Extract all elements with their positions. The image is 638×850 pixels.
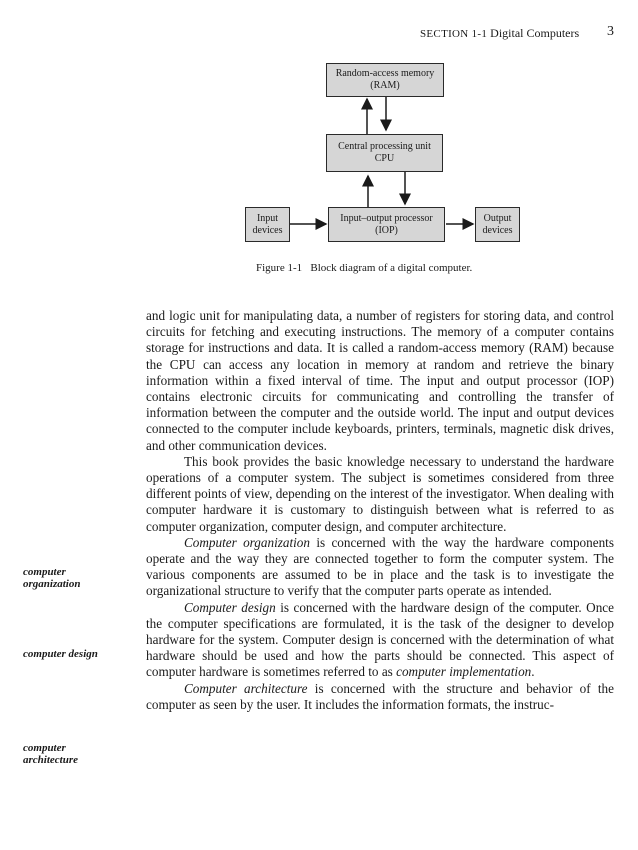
iop-label: Input–output processor bbox=[340, 212, 433, 224]
section-title: Digital Computers bbox=[490, 26, 580, 40]
ram-block bbox=[326, 63, 444, 97]
paragraph-4-text: is concerned with the hardware design of the computer. Once the computer specifications are formulated, it is the task of the designer to develop hardware for the system. Computer design is concerned with the determination of what hardware should be used and how the parts should be connected. This aspect of computer hardware is sometimes referred to as bbox=[146, 599, 614, 680]
paragraph-3-text: is concerned with the way the hardware components operate and the way they are connected together to form the computer system. The various components are assumed to be in place and the task is to investigate the organizational structure to verify that the computer parts operate as intended. bbox=[146, 534, 614, 599]
margin-org-line2: organization bbox=[23, 578, 81, 590]
section-number: SECTION 1-1 bbox=[420, 28, 488, 40]
paragraph-1: and logic unit for manipulating data, a number of registers for storing data, and control circuits for fetching and executing instructions. The memory of a computer contains storage for instructions and data. It is called a random-access memory (RAM) because the CPU can access any location in memory at random and retrieve the binary information within a fixed interval of time. The input and output processor (IOP) contains electronic circuits for communicating and controlling the transfer of information between the computer and the outside world. The input and output devices connected to the computer include keyboards, printers, terminals, magnetic disk drives, and other communication devices. bbox=[146, 308, 614, 453]
margin-note-design bbox=[23, 648, 133, 660]
output-devices-block bbox=[475, 207, 520, 242]
paragraph-4-end: . bbox=[531, 664, 535, 680]
margin-note-architecture bbox=[23, 742, 133, 766]
paragraph-5-text: is concerned with the structure and behavior of the computer as seen by the user. It includes the information formats, the instruc- bbox=[146, 680, 614, 712]
paragraph-2: This book provides the basic knowledge necessary to understand the hardware operations of a computer system. The subject is sometimes considered from three different points of view, depending on the interest of the investigator. When dealing with computer hardware it is customary to distinguish between what is referred to as computer organization, computer design, and computer architecture. bbox=[146, 453, 614, 534]
term-computer-architecture: Computer architecture bbox=[184, 680, 308, 696]
cpu-block bbox=[326, 134, 443, 172]
term-computer-implementation: computer implementation bbox=[396, 664, 532, 680]
input-devices-block bbox=[245, 207, 290, 242]
cpu-abbrev: CPU bbox=[374, 153, 395, 164]
page-number: 3 bbox=[607, 24, 614, 39]
input-sub: devices bbox=[252, 224, 283, 236]
output-label: Output bbox=[483, 212, 512, 224]
caption-text: Block diagram of a digital computer. bbox=[310, 262, 473, 274]
figure-caption bbox=[256, 262, 536, 274]
caption-label: Figure 1-1 bbox=[256, 262, 303, 274]
output-sub: devices bbox=[482, 224, 513, 236]
term-computer-organization: Computer organization bbox=[184, 534, 310, 550]
term-computer-design: Computer design bbox=[184, 599, 276, 615]
body-text bbox=[146, 308, 614, 713]
cpu-label: Central processing unit bbox=[338, 141, 431, 152]
ram-abbrev: (RAM) bbox=[370, 80, 400, 91]
input-label: Input bbox=[256, 212, 279, 224]
iop-abbrev: (IOP) bbox=[375, 224, 398, 236]
paragraph-4 bbox=[146, 600, 614, 681]
paragraph-3 bbox=[146, 535, 614, 600]
paragraph-5 bbox=[146, 681, 614, 713]
margin-org-line1: computer bbox=[23, 566, 66, 578]
iop-block bbox=[328, 207, 445, 242]
margin-arch-line1: computer bbox=[23, 742, 66, 754]
margin-arch-line2: architecture bbox=[23, 754, 78, 766]
ram-label: Random-access memory bbox=[335, 68, 435, 79]
margin-design-line: computer design bbox=[23, 648, 98, 660]
block-diagram bbox=[0, 0, 638, 290]
margin-note-organization bbox=[23, 566, 133, 590]
